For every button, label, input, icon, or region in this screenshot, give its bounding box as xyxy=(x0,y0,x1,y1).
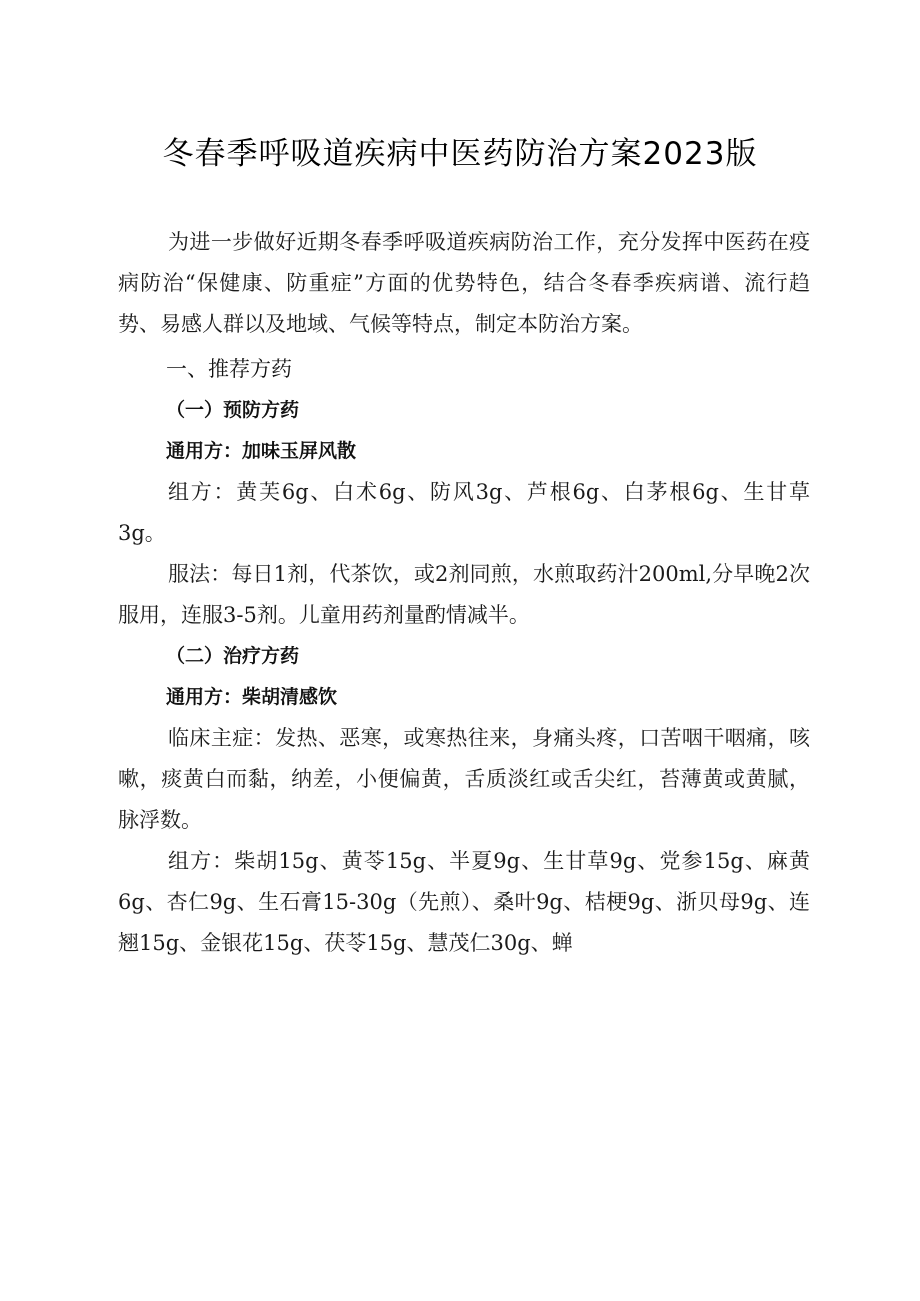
prevention-usage-paragraph: 服法：每日1剂，代茶饮，或2剂同煎，水煎取药汁200ml,分早晚2次服用，连服3-5剂。儿童用药剂量酌情减半。 xyxy=(118,562,810,627)
formula-heading-treatment: 通用方：柴胡清感饮 xyxy=(166,686,338,708)
subsection-heading-prevention: （一）预防方药 xyxy=(166,399,300,421)
formula-heading-prevention: 通用方：加味玉屏风散 xyxy=(166,440,357,462)
section-heading-recommended-formulas: 一、推荐方药 xyxy=(166,357,292,381)
document-title: 冬春季呼吸道疾病中医药防治方案2023版 xyxy=(162,136,758,172)
subsection-heading-treatment: （二）治疗方药 xyxy=(166,645,300,667)
prevention-composition-paragraph: 组方：黄芙6g、白术6g、防风3g、芦根6g、白茅根6g、生甘草3g。 xyxy=(118,480,810,545)
treatment-composition-paragraph: 组方：柴胡15g、黄苓15g、半夏9g、生甘草9g、党参15g、麻黄6g、杏仁9g、生石膏15-30g（先煎）、桑叶9g、桔梗9g、浙贝母9g、连翘15g、金银花15g、茯苓15g、慧茂仁30g、蝉 xyxy=(118,849,810,955)
treatment-symptoms-paragraph: 临床主症：发热、恶寒，或寒热往来，身痛头疼，口苦咽干咽痛，咳嗽，痰黄白而黏，纳差，小便偏黄，舌质淡红或舌尖红，苔薄黄或黄腻，脉浮数。 xyxy=(118,726,810,832)
intro-paragraph: 为进一步做好近期冬春季呼吸道疾病防治工作，充分发挥中医药在疫病防治“保健康、防重症”方面的优势特色，结合冬春季疾病谱、流行趋势、易感人群以及地域、气候等特点，制定本防治方案。 xyxy=(118,230,810,336)
document-body xyxy=(118,222,810,964)
